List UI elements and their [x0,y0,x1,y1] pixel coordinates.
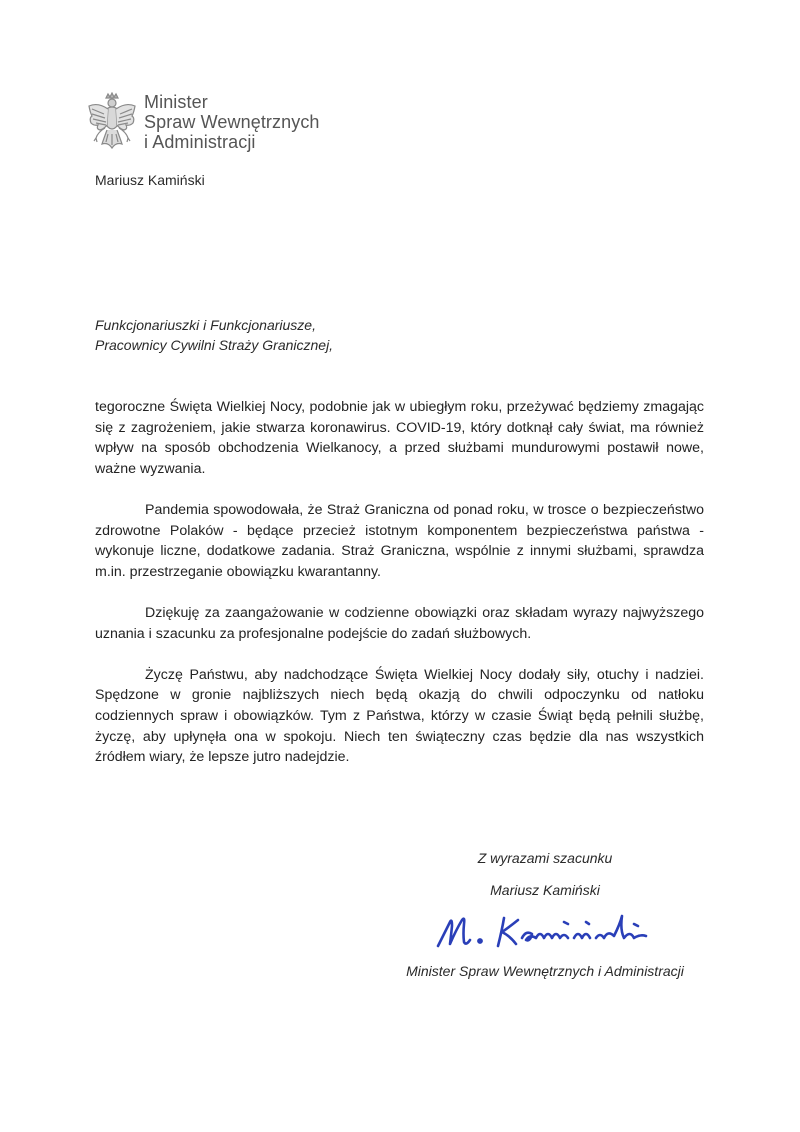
ministry-line-1: Minister [144,92,208,112]
letterhead [86,92,320,154]
paragraph-3: Dziękuję za zaangażowanie w codzienne obowiązki oraz składam wyrazy najwyższego uznania i szacunku za profesjonalne podejście do zadań służbowych. [95,604,704,642]
author-name: Mariusz Kamiński [95,172,205,188]
salutation [95,315,333,355]
ministry-name [144,92,320,152]
handwritten-signature-icon [434,908,664,953]
paragraph-4: Życzę Państwu, aby nadchodzące Święta Wielkiej Nocy dodały siły, otuchy i nadziei. Spędzone w gronie najbliższych niech będą okazją do chwili odpoczynku od natłoku codziennych spraw i obowiązków. Tym z Państwa, którzy w czasie Świąt będą pełnili służbę, życzę, aby upłynęła ona w spokoju. Niech ten świąteczny czas będzie dla nas wszystkich źródłem wiary, że lepsze jutro nadejdzie. [95,666,704,766]
salutation-line-1: Funkcjonariuszki i Funkcjonariusze, [95,317,316,333]
closing-regards: Z wyrazami szacunku [477,850,613,866]
letter-body [95,397,704,788]
polish-eagle-emblem-icon [86,92,138,154]
ministry-line-3: i Administracji [144,132,256,152]
ministry-line-2: Spraw Wewnętrznych [144,112,320,132]
paragraph-1: tegoroczne Święta Wielkiej Nocy, podobnie jak w ubiegłym roku, przeżywać będziemy zmagając się z zagrożeniem, jakie stwarza koronawirus. COVID-19, który dotknął cały świat, ma również wpływ na sposób obchodzenia Wielkanocy, a przed służbami mundurowymi postawił nowe, ważne wyzwania. [95,399,704,477]
closing-title: Minister Spraw Wewnętrznych i Administracji [406,963,684,979]
paragraph-2: Pandemia spowodowała, że Straż Graniczna od ponad roku, w trosce o bezpieczeństwo zdrowotne Polaków - będące przecież istotnym komponentem bezpieczeństwa państwa - wykonuje liczne, dodatkowe zadania. Straż Graniczna, wspólnie z innymi służbami, sprawdza m.in. przestrzeganie obowiązku kwarantanny. [95,501,704,580]
closing-name: Mariusz Kamiński [490,882,600,898]
salutation-line-2: Pracownicy Cywilni Straży Granicznej, [95,337,334,353]
